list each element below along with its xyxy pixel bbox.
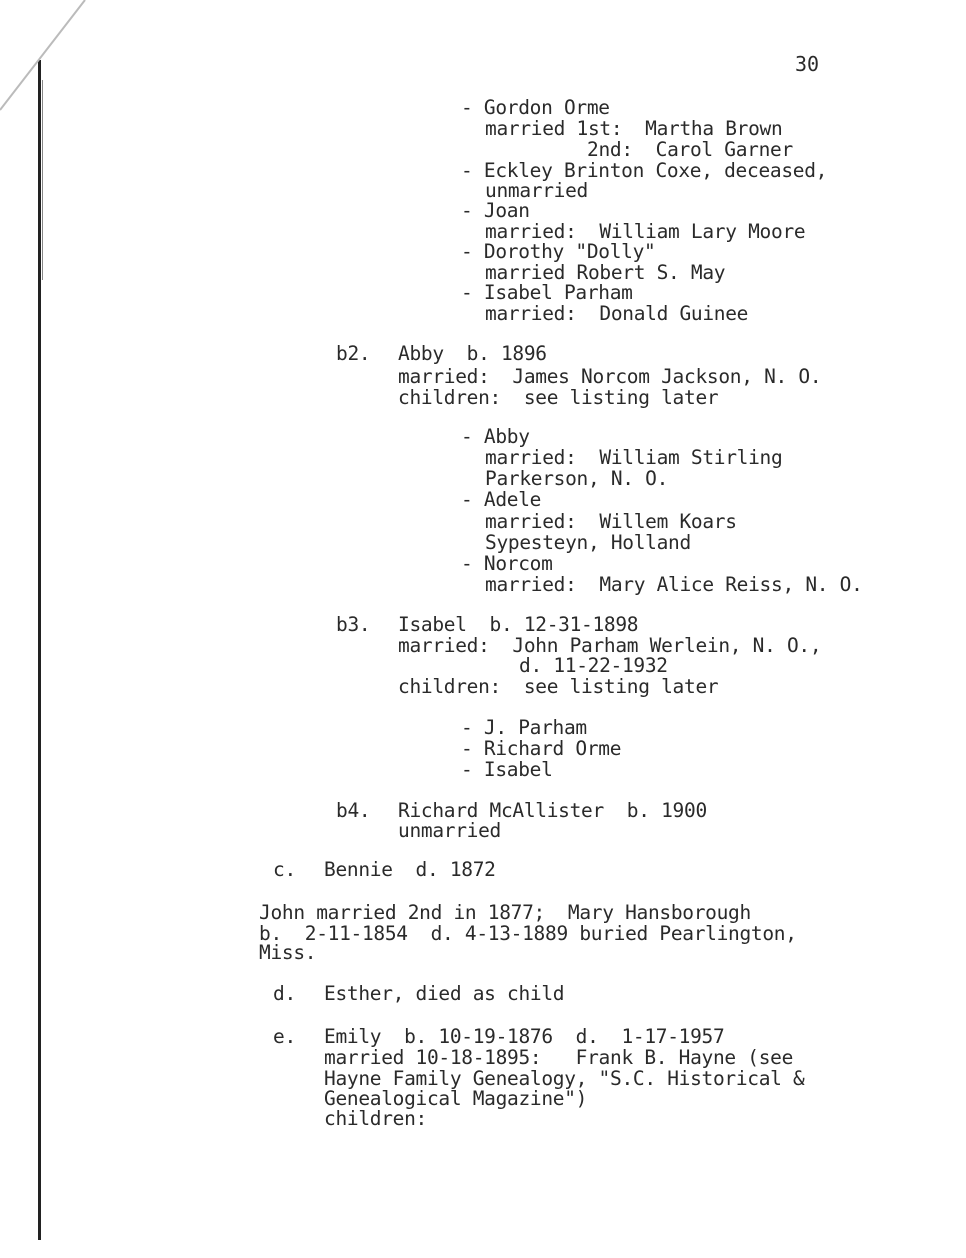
- text-line: - J. Parham: [461, 716, 587, 739]
- text-line: - Richard Orme: [461, 737, 622, 760]
- text-line: - Adele: [461, 488, 542, 511]
- item-label: c.: [273, 858, 296, 881]
- text-line: John married 2nd in 1877; Mary Hansborough: [259, 901, 751, 924]
- text-line: - Dorothy "Dolly": [461, 240, 656, 263]
- corner-fold-mark: [0, 0, 110, 120]
- text-line: married: Mary Alice Reiss, N. O.: [485, 573, 863, 596]
- text-line: Abby b. 1896: [398, 342, 547, 365]
- text-line: children: see listing later: [398, 386, 719, 409]
- text-line: unmarried: [485, 179, 588, 202]
- page-number: 30: [795, 52, 820, 76]
- text-line: - Abby: [461, 425, 530, 448]
- text-line: - Isabel Parham: [461, 281, 633, 304]
- text-line: d. 11-22-1932: [519, 654, 668, 677]
- text-line: married: Donald Guinee: [485, 302, 749, 325]
- text-line: - Eckley Brinton Coxe, deceased,: [461, 159, 828, 182]
- text-line: Sypesteyn, Holland: [485, 531, 691, 554]
- text-line: children:: [324, 1107, 427, 1130]
- text-line: Isabel b. 12-31-1898: [398, 613, 639, 636]
- text-line: Miss.: [259, 941, 317, 964]
- binding-edge-mark: [36, 60, 46, 1240]
- text-line: married: John Parham Werlein, N. O.,: [398, 634, 822, 657]
- text-line: Bennie d. 1872: [324, 858, 496, 881]
- text-line: married: Willem Koars: [485, 510, 737, 533]
- text-line: 2nd: Carol Garner: [587, 138, 793, 161]
- text-line: unmarried: [398, 819, 501, 842]
- text-line: children: see listing later: [398, 675, 719, 698]
- text-line: - Gordon Orme: [461, 96, 610, 119]
- text-line: Hayne Family Genealogy, "S.C. Historical &: [324, 1067, 805, 1090]
- text-line: married Robert S. May: [485, 261, 726, 284]
- text-line: Esther, died as child: [324, 982, 565, 1005]
- text-line: - Isabel: [461, 758, 553, 781]
- text-line: married: James Norcom Jackson, N. O.: [398, 365, 822, 388]
- item-label: b2.: [336, 342, 371, 365]
- item-label: b3.: [336, 613, 371, 636]
- text-line: married 1st: Martha Brown: [485, 117, 783, 140]
- text-line: Richard McAllister b. 1900: [398, 799, 707, 822]
- text-line: Emily b. 10-19-1876 d. 1-17-1957: [324, 1025, 725, 1048]
- text-line: b. 2-11-1854 d. 4-13-1889 buried Pearlington,: [259, 922, 797, 945]
- text-line: Parkerson, N. O.: [485, 467, 669, 490]
- text-line: Genealogical Magazine"): [324, 1087, 588, 1110]
- text-line: married 10-18-1895: Frank B. Hayne (see: [324, 1046, 794, 1069]
- text-line: married: William Stirling: [485, 446, 783, 469]
- item-label: e.: [273, 1025, 296, 1048]
- text-line: married: William Lary Moore: [485, 220, 806, 243]
- text-line: - Norcom: [461, 552, 553, 575]
- item-label: b4.: [336, 799, 371, 822]
- text-line: - Joan: [461, 199, 530, 222]
- item-label: d.: [273, 982, 296, 1005]
